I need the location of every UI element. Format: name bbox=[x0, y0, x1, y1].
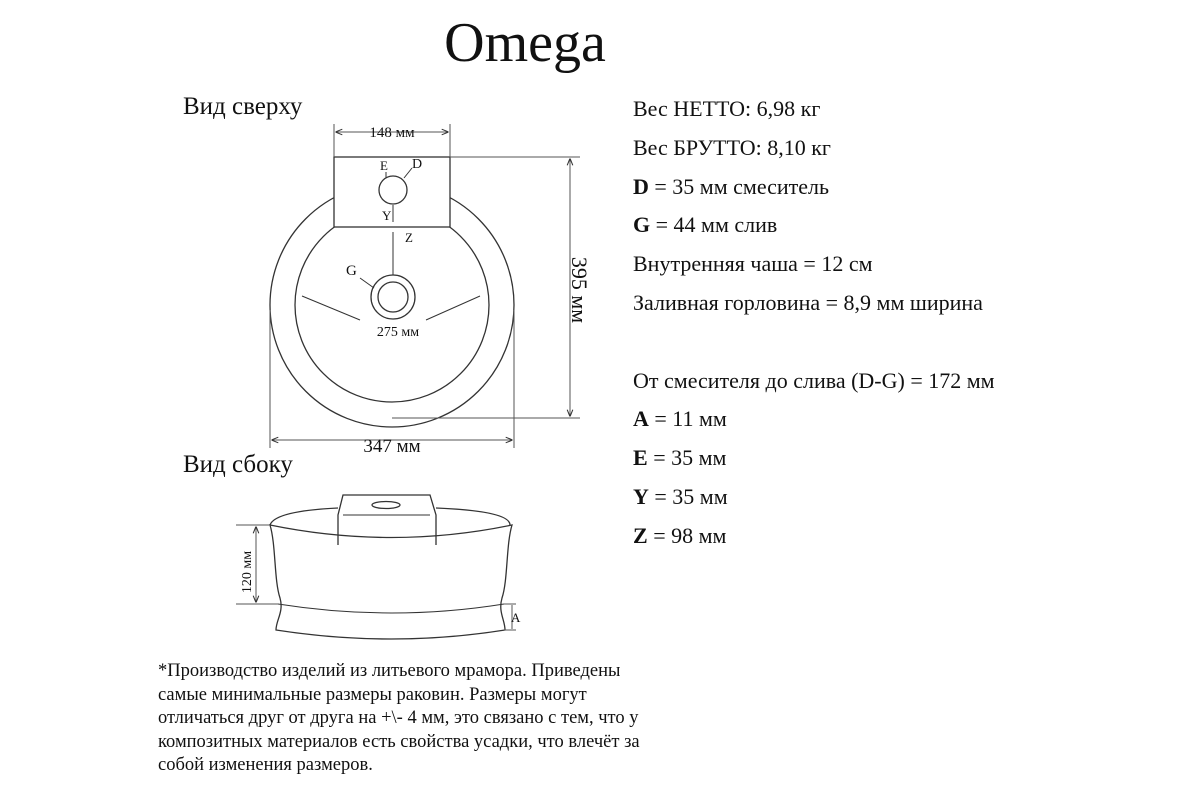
dim-395-label: 395 мм bbox=[567, 256, 592, 324]
side-rim-top bbox=[270, 508, 338, 525]
spec-line bbox=[633, 519, 1193, 558]
side-rim-top-right bbox=[436, 508, 510, 525]
note-line: собой изменения размеров. bbox=[158, 755, 373, 775]
spec-text: = 35 мм bbox=[648, 483, 728, 509]
spec-key: E bbox=[633, 445, 648, 471]
letter-g: G bbox=[346, 263, 357, 279]
spec-text: Внутренняя чаша = 12 см bbox=[633, 251, 873, 277]
spec-text: = 11 мм bbox=[648, 406, 727, 432]
letter-e: E bbox=[380, 158, 388, 173]
spec-line bbox=[633, 480, 1193, 519]
letter-d: D bbox=[412, 157, 423, 172]
side-view-drawing bbox=[270, 495, 512, 639]
side-view-label: Вид сбоку bbox=[183, 451, 293, 478]
spec-text: = 98 мм bbox=[647, 522, 727, 548]
drain-inner bbox=[378, 282, 408, 312]
g-leader bbox=[360, 278, 374, 288]
spec-key: G bbox=[633, 212, 651, 238]
spec-text: = 44 мм слив bbox=[650, 212, 778, 238]
product-title: Omega bbox=[444, 12, 606, 74]
note-line: отличаться друг от друга на +\- 4 мм, это связано с тем, что у bbox=[158, 708, 639, 728]
top-view-drawing bbox=[270, 157, 514, 427]
letter-z: Z bbox=[405, 230, 413, 245]
spec-line bbox=[633, 247, 1193, 286]
spec-line bbox=[633, 92, 1193, 131]
dim-275-label: 275 мм bbox=[376, 325, 420, 340]
spec-text: Заливная горловина = 8,9 мм ширина bbox=[633, 289, 983, 315]
spec-list bbox=[633, 92, 1193, 558]
spec-key: A bbox=[633, 406, 649, 432]
spec-spacer bbox=[633, 325, 1193, 364]
spec-line bbox=[633, 402, 1193, 441]
spec-text: = 35 мм смеситель bbox=[648, 173, 830, 199]
spec-line bbox=[633, 441, 1193, 480]
spec-text: От смесителя до слива (D-G) = 172 мм bbox=[633, 367, 995, 393]
faucet-block bbox=[334, 157, 450, 227]
side-faucet-hole bbox=[372, 502, 400, 509]
spec-key: Y bbox=[633, 483, 649, 509]
spec-text: Вес НЕТТО: 6,98 кг bbox=[633, 96, 821, 121]
note-line: *Производство изделий из литьевого мрамора. Приведены bbox=[158, 661, 621, 681]
bowl-chord-left bbox=[302, 296, 360, 320]
dim-148-label: 148 мм bbox=[369, 125, 415, 141]
spec-key: D bbox=[633, 173, 649, 199]
spec-text: Вес БРУТТО: 8,10 кг bbox=[633, 134, 831, 160]
letter-y: Y bbox=[382, 208, 392, 223]
side-bowl-body bbox=[270, 525, 512, 639]
letter-a: A bbox=[511, 610, 521, 625]
spec-line bbox=[633, 131, 1193, 170]
note-line: самые минимальные размеры раковин. Размеры могут bbox=[158, 684, 587, 705]
dim-347-label: 347 мм bbox=[363, 436, 421, 457]
spec-line bbox=[633, 364, 1193, 403]
production-note bbox=[158, 660, 718, 778]
spec-key: Z bbox=[633, 522, 648, 548]
note-line: композитных материалов есть свойства усадки, что влечёт за bbox=[158, 731, 640, 752]
top-view-label: Вид сверху bbox=[183, 93, 303, 120]
spec-text: = 35 мм bbox=[647, 445, 727, 471]
bowl-chord-right bbox=[426, 296, 480, 320]
dim-120-label: 120 мм bbox=[240, 550, 255, 594]
spec-line bbox=[633, 208, 1193, 247]
spec-line bbox=[633, 286, 1193, 325]
spec-line bbox=[633, 170, 1193, 209]
